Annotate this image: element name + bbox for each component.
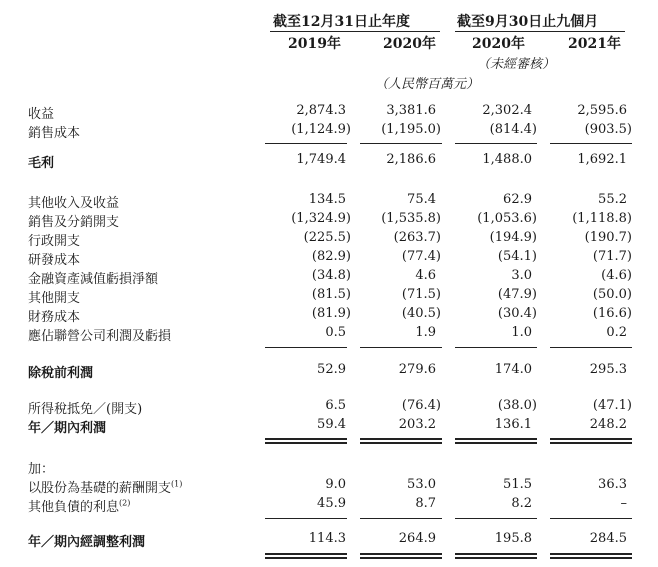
row-label: 其他收入及收益 bbox=[28, 196, 120, 211]
row-share-based-compensation bbox=[0, 477, 658, 496]
value-col3: (38.0) bbox=[497, 398, 537, 413]
rule-col3 bbox=[455, 518, 537, 519]
value-col2: 203.2 bbox=[398, 417, 436, 432]
rule-col2 bbox=[360, 143, 442, 144]
double-rule-col1-top bbox=[265, 553, 347, 555]
row-gross-profit bbox=[0, 152, 658, 171]
header-period-nine-months: 截至9月30日止九個月 bbox=[457, 14, 599, 30]
value-col3: 174.0 bbox=[494, 362, 532, 377]
value-col1: (82.9) bbox=[311, 249, 351, 264]
value-col3: 8.2 bbox=[511, 496, 532, 511]
double-rule-col1-bottom bbox=[265, 442, 347, 444]
header-unaudited: （未經審核） bbox=[477, 57, 556, 72]
value-col1: (81.9) bbox=[311, 306, 351, 321]
double-rule-col4-bottom bbox=[550, 557, 632, 559]
value-col2: (76.4) bbox=[401, 398, 441, 413]
value-col2: (71.5) bbox=[401, 287, 441, 302]
row-admin-expenses bbox=[0, 230, 658, 249]
double-rule-col4-bottom bbox=[550, 442, 632, 444]
value-col3: (814.4) bbox=[489, 122, 537, 137]
value-col1: (1,124.9) bbox=[291, 122, 351, 137]
value-col4: – bbox=[620, 496, 627, 511]
row-income-tax bbox=[0, 398, 658, 417]
value-col4: 55.2 bbox=[598, 192, 627, 207]
row-label: 應佔聯營公司利潤及虧損 bbox=[28, 329, 172, 344]
value-col3: 1.0 bbox=[511, 325, 532, 340]
value-col1: 2,874.3 bbox=[296, 103, 346, 118]
double-rule-col4-top bbox=[550, 438, 632, 440]
row-other-income bbox=[0, 192, 658, 211]
row-other-expenses bbox=[0, 287, 658, 306]
value-col2: 8.7 bbox=[415, 496, 436, 511]
value-col3: 62.9 bbox=[503, 192, 532, 207]
double-rule-col4-top bbox=[550, 553, 632, 555]
double-rule-col3-bottom bbox=[455, 557, 537, 559]
row-cost-of-sales bbox=[0, 122, 658, 141]
rule-col3 bbox=[455, 347, 537, 348]
row-label: 收益 bbox=[28, 107, 55, 122]
rule-col4 bbox=[550, 347, 632, 348]
row-profit-before-tax bbox=[0, 362, 658, 381]
value-col3: (1,053.6) bbox=[477, 211, 537, 226]
value-col2: 75.4 bbox=[407, 192, 436, 207]
rule-col4 bbox=[550, 143, 632, 144]
value-col4: (47.1) bbox=[592, 398, 632, 413]
header-year-col1: 2019年 bbox=[288, 36, 341, 52]
value-col4: (16.6) bbox=[592, 306, 632, 321]
value-col3: (54.1) bbox=[497, 249, 537, 264]
row-label: 所得稅抵免／(開支) bbox=[28, 402, 143, 417]
row-finance-costs bbox=[0, 306, 658, 325]
header-rule-year bbox=[270, 31, 440, 32]
value-col3: (30.4) bbox=[497, 306, 537, 321]
row-label: 銷售及分銷開支 bbox=[28, 215, 120, 230]
value-col1: 9.0 bbox=[325, 477, 346, 492]
double-rule-col2-bottom bbox=[360, 557, 442, 559]
rule-col2 bbox=[360, 518, 442, 519]
value-col4: 2,595.6 bbox=[577, 103, 627, 118]
value-col2: 4.6 bbox=[415, 268, 436, 283]
rule-col2 bbox=[360, 347, 442, 348]
rule-col3 bbox=[455, 143, 537, 144]
value-col4: (190.7) bbox=[584, 230, 632, 245]
value-col1: 6.5 bbox=[325, 398, 346, 413]
value-col4: (903.5) bbox=[584, 122, 632, 137]
value-col2: (77.4) bbox=[401, 249, 441, 264]
value-col2: (1,195.0) bbox=[381, 122, 441, 137]
row-label-text: 以股份為基礎的薪酬開支 bbox=[28, 481, 172, 496]
header-year-col2: 2020年 bbox=[383, 36, 436, 52]
value-col1: 1,749.4 bbox=[296, 152, 346, 167]
value-col2: 264.9 bbox=[398, 531, 436, 546]
value-col1: (81.5) bbox=[311, 287, 351, 302]
double-rule-col2-top bbox=[360, 553, 442, 555]
row-associates bbox=[0, 325, 658, 344]
footnote-mark: (1) bbox=[171, 479, 183, 489]
row-label bbox=[28, 477, 182, 496]
value-col1: (34.8) bbox=[311, 268, 351, 283]
value-col1: 52.9 bbox=[317, 362, 346, 377]
row-label: 財務成本 bbox=[28, 310, 81, 325]
row-add-label bbox=[0, 458, 658, 477]
double-rule-col1-top bbox=[265, 438, 347, 440]
value-col2: 1.9 bbox=[415, 325, 436, 340]
value-col4: 36.3 bbox=[598, 477, 627, 492]
row-label bbox=[28, 496, 130, 515]
value-col4: 284.5 bbox=[589, 531, 627, 546]
value-col1: 45.9 bbox=[317, 496, 346, 511]
value-col4: 1,692.1 bbox=[577, 152, 627, 167]
value-col4: (50.0) bbox=[592, 287, 632, 302]
value-col2: 53.0 bbox=[407, 477, 436, 492]
row-label: 毛利 bbox=[28, 156, 55, 171]
value-col2: (40.5) bbox=[401, 306, 441, 321]
rule-col1 bbox=[265, 143, 347, 144]
row-profit-period bbox=[0, 417, 658, 436]
value-col3: 195.8 bbox=[494, 531, 532, 546]
row-interest-other-liabilities bbox=[0, 496, 658, 515]
header-year-col3: 2020年 bbox=[472, 36, 525, 52]
rule-col1 bbox=[265, 518, 347, 519]
double-rule-col3-top bbox=[455, 553, 537, 555]
value-col4: 0.2 bbox=[606, 325, 627, 340]
header-year-col4: 2021年 bbox=[568, 36, 621, 52]
row-label: 行政開支 bbox=[28, 234, 81, 249]
row-label-text: 其他負債的利息 bbox=[28, 500, 120, 515]
row-revenue bbox=[0, 103, 658, 122]
value-col4: (71.7) bbox=[592, 249, 632, 264]
value-col1: 134.5 bbox=[308, 192, 346, 207]
value-col1: (225.5) bbox=[303, 230, 351, 245]
value-col1: (1,324.9) bbox=[291, 211, 351, 226]
double-rule-col2-top bbox=[360, 438, 442, 440]
double-rule-col3-bottom bbox=[455, 442, 537, 444]
value-col2: (1,535.8) bbox=[381, 211, 441, 226]
row-rnd-costs bbox=[0, 249, 658, 268]
row-adjusted-profit bbox=[0, 531, 658, 550]
row-impairment bbox=[0, 268, 658, 287]
value-col2: 279.6 bbox=[398, 362, 436, 377]
value-col3: 51.5 bbox=[503, 477, 532, 492]
value-col4: 295.3 bbox=[589, 362, 627, 377]
header-rule-nine-months bbox=[455, 31, 625, 32]
footnote-mark: (2) bbox=[119, 498, 131, 508]
double-rule-col3-top bbox=[455, 438, 537, 440]
value-col1: 0.5 bbox=[325, 325, 346, 340]
value-col2: (263.7) bbox=[393, 230, 441, 245]
row-label: 研發成本 bbox=[28, 253, 81, 268]
value-col4: (4.6) bbox=[601, 268, 632, 283]
rule-col1 bbox=[265, 347, 347, 348]
row-label: 金融資產減值虧損淨額 bbox=[28, 272, 159, 287]
header-unit: （人民幣百萬元） bbox=[375, 77, 480, 92]
value-col3: 3.0 bbox=[511, 268, 532, 283]
value-col3: 1,488.0 bbox=[482, 152, 532, 167]
row-label: 銷售成本 bbox=[28, 126, 81, 141]
row-label: 其他開支 bbox=[28, 291, 81, 306]
row-label: 年／期內經調整利潤 bbox=[28, 535, 146, 550]
rule-col4 bbox=[550, 518, 632, 519]
value-col3: 136.1 bbox=[494, 417, 532, 432]
row-label: 年／期內利潤 bbox=[28, 421, 107, 436]
row-selling-expenses bbox=[0, 211, 658, 230]
value-col4: 248.2 bbox=[589, 417, 627, 432]
value-col2: 2,186.6 bbox=[386, 152, 436, 167]
value-col3: 2,302.4 bbox=[482, 103, 532, 118]
double-rule-col2-bottom bbox=[360, 442, 442, 444]
row-label: 加： bbox=[28, 462, 55, 477]
header-period-year: 截至12月31日止年度 bbox=[273, 14, 410, 30]
value-col1: 114.3 bbox=[308, 531, 346, 546]
value-col3: (47.9) bbox=[497, 287, 537, 302]
value-col2: 3,381.6 bbox=[386, 103, 436, 118]
double-rule-col1-bottom bbox=[265, 557, 347, 559]
row-label: 除稅前利潤 bbox=[28, 366, 94, 381]
value-col1: 59.4 bbox=[317, 417, 346, 432]
value-col4: (1,118.8) bbox=[572, 211, 632, 226]
value-col3: (194.9) bbox=[489, 230, 537, 245]
